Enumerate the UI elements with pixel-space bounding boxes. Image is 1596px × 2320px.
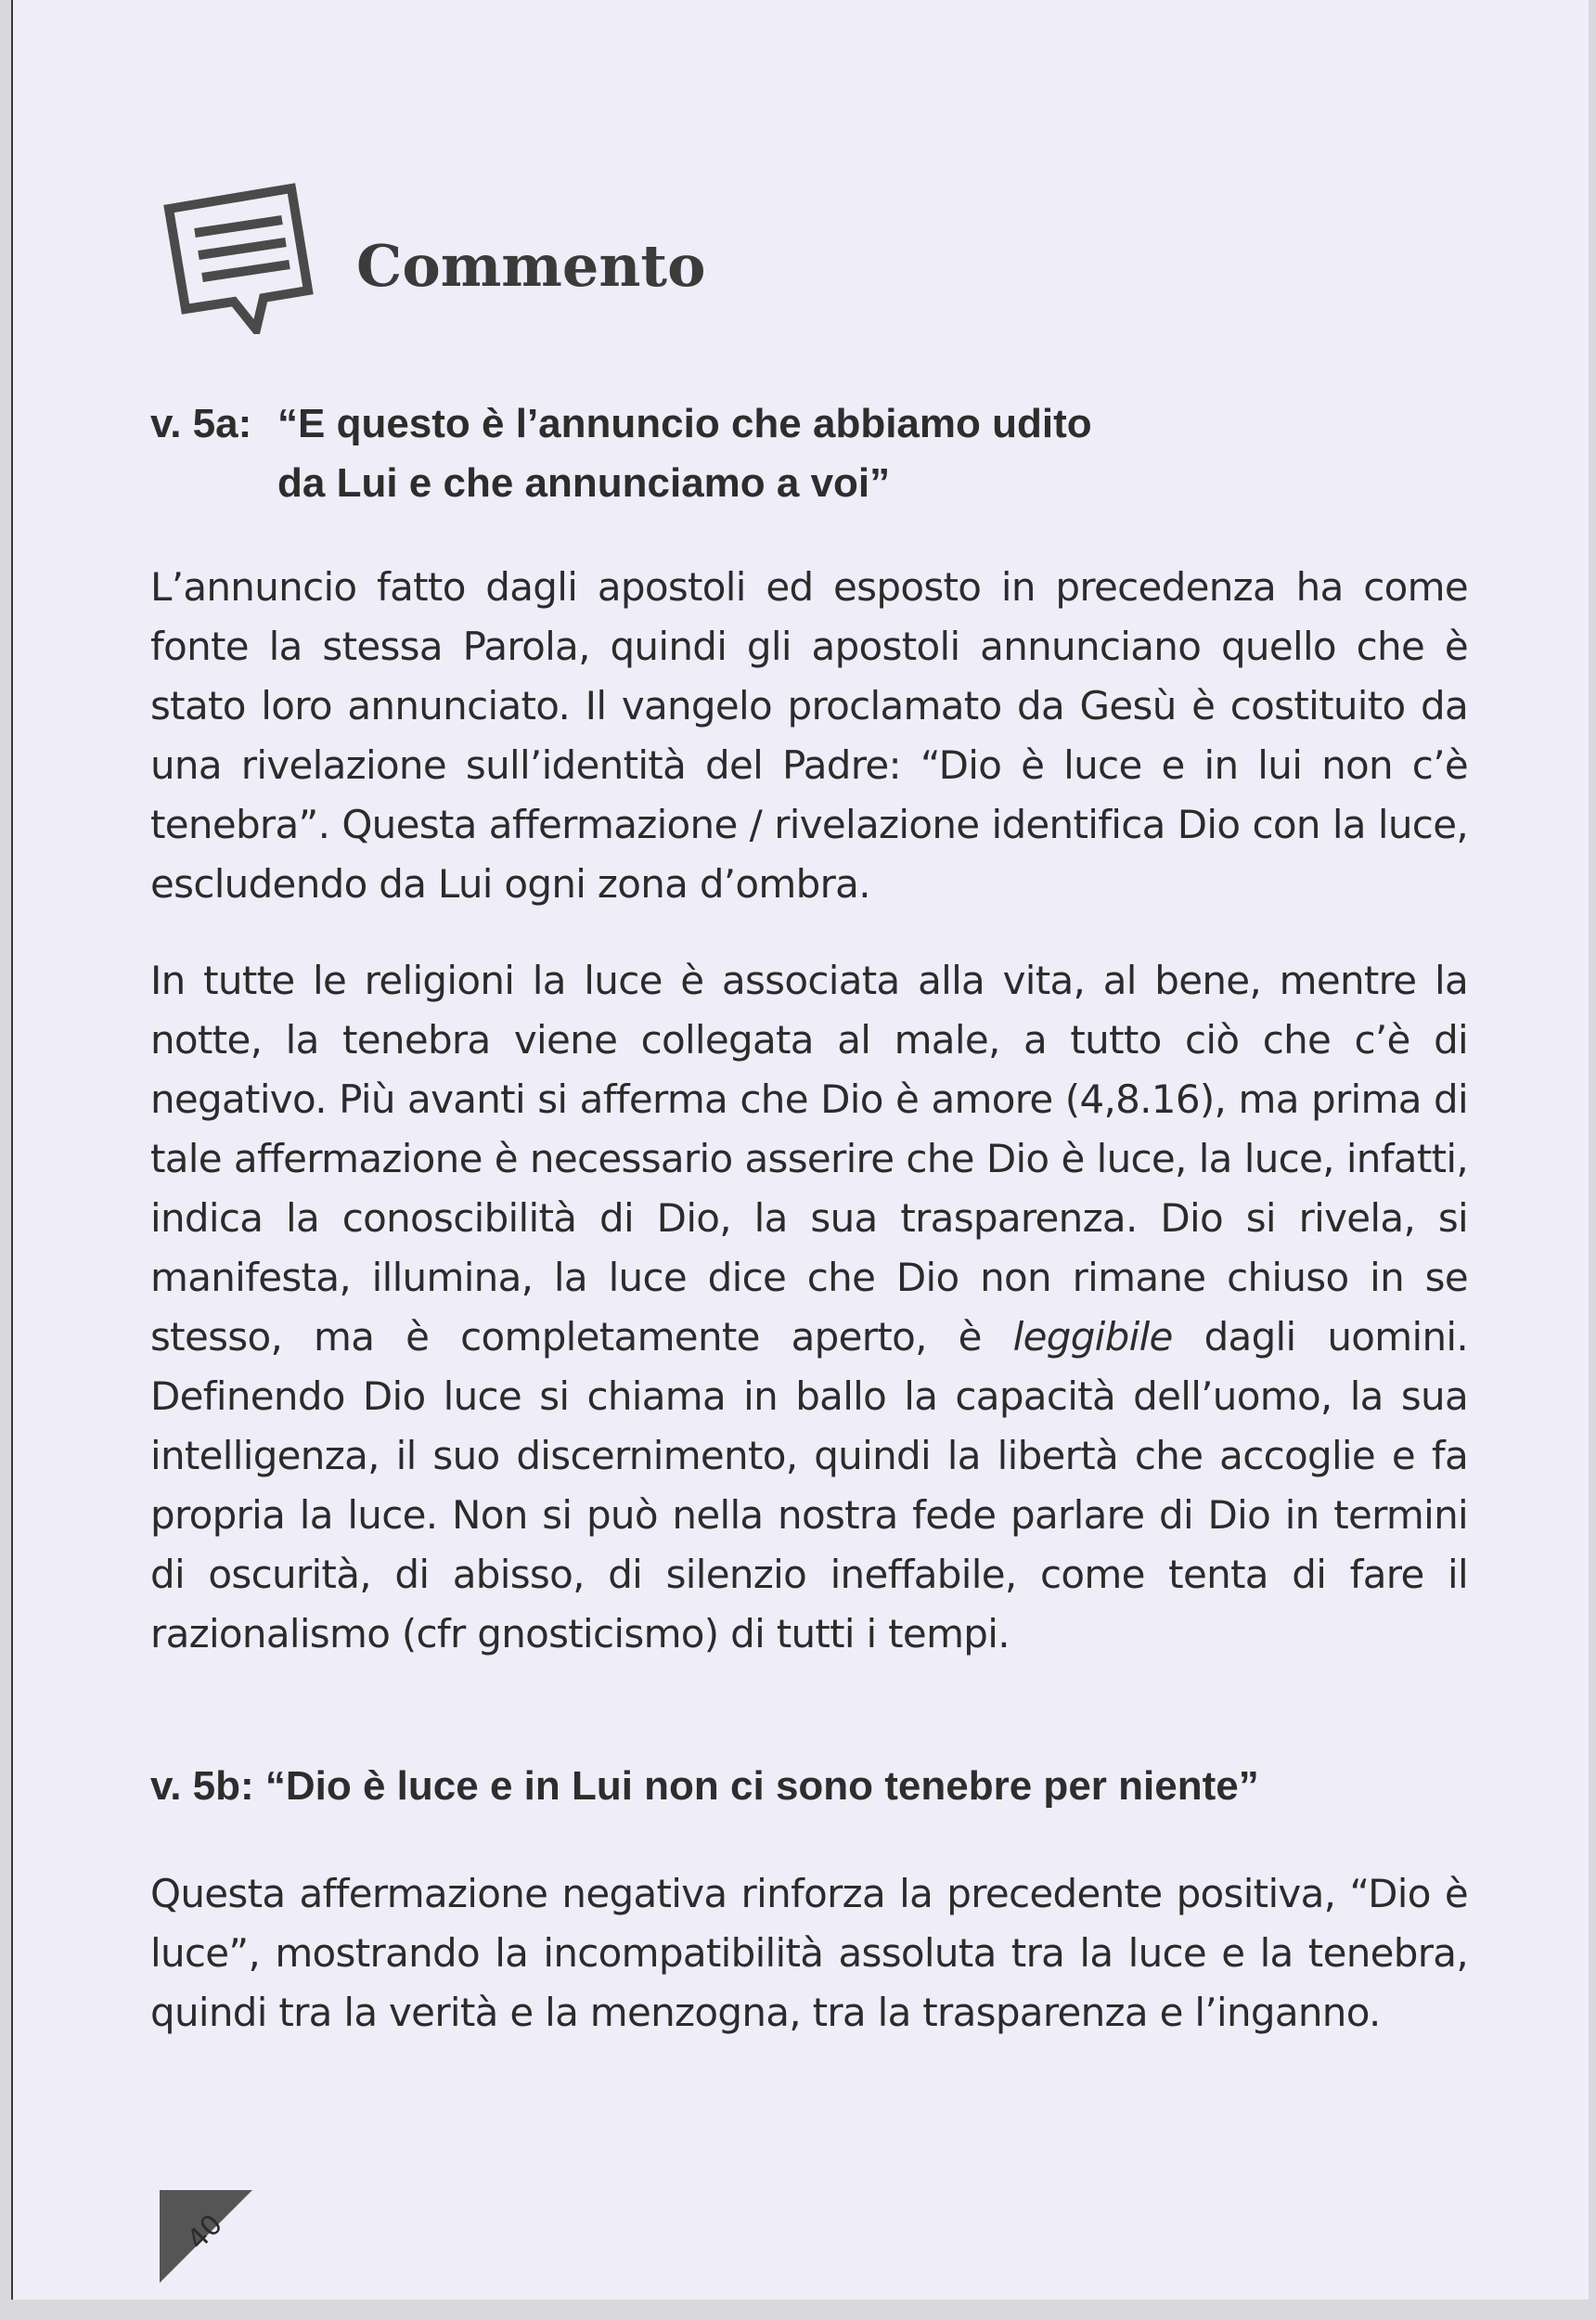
verse-quote-line1: “E questo è l’annuncio che abbiamo udito	[277, 401, 1092, 446]
verse-heading-5b: v. 5b: “Dio è luce e in Lui non ci sono tenebre per niente”	[150, 1763, 1259, 1809]
paragraph: L’annuncio fatto dagli apostoli ed esposto in precedenza ha come fonte la stessa Parola, quindi gli apostoli annunciano quello che è stato loro annunciato. Il vangelo proclamato da Gesù è costituito da una rivelazione sull’identità del Padre: “Dio è luce e in lui non c’è tenebra”. Questa affermazione / rivelazione identifica Dio con la luce, escludendo da Lui ogni zona d’ombra.	[150, 564, 1468, 907]
page-content	[150, 394, 1468, 2043]
page-number: 40	[181, 2208, 229, 2257]
section-header	[161, 181, 705, 334]
section-title: Commento	[356, 232, 706, 300]
italic-word: leggibile	[1012, 1314, 1173, 1360]
paragraph-text: dagli uomini. Definendo Dio luce si chiama in ballo la capacità dell’uomo, la sua intelligenza, il suo discernimento, quindi la libertà che accoglie e fa propria la luce. Non si può nella nostra fede parlare di Dio in termini di oscurità, di abisso, di silenzio ineffabile, come tenta di fare il razionalismo (cfr gnosticismo) di tutti i tempi.	[150, 1314, 1468, 1656]
verse-heading-5a	[150, 394, 1468, 513]
comment-document-icon	[161, 181, 338, 334]
paragraph-text: In tutte le religioni la luce è associata alla vita, al bene, mentre la notte, la tenebra viene collegata al male, a tutto ciò che c’è di negativo. Più avanti si afferma che Dio è amore (4,8.16), ma prima di tale affermazione è necessario asserire che Dio è luce, la luce, infatti, indica la conoscibilità di Dio, la sua trasparenza. Dio si rivela, si manifesta, illumina, la luce dice che Dio non rimane chiuso in se stesso, ma è completamente aperto, è	[150, 958, 1468, 1360]
paragraph: Questa affermazione negativa rinforza la precedente positiva, “Dio è luce”, mostrando la incompatibilità assoluta tra la luce e la tenebra, quindi tra la verità e la menzogna, tra la trasparenza e l’inganno.	[150, 1871, 1468, 2035]
book-page	[11, 0, 1589, 2300]
verse-ref: v. 5a:	[150, 401, 252, 446]
paragraph	[150, 951, 1468, 1664]
verse-quote-line2: da Lui e che annunciamo a voi”	[277, 460, 891, 506]
